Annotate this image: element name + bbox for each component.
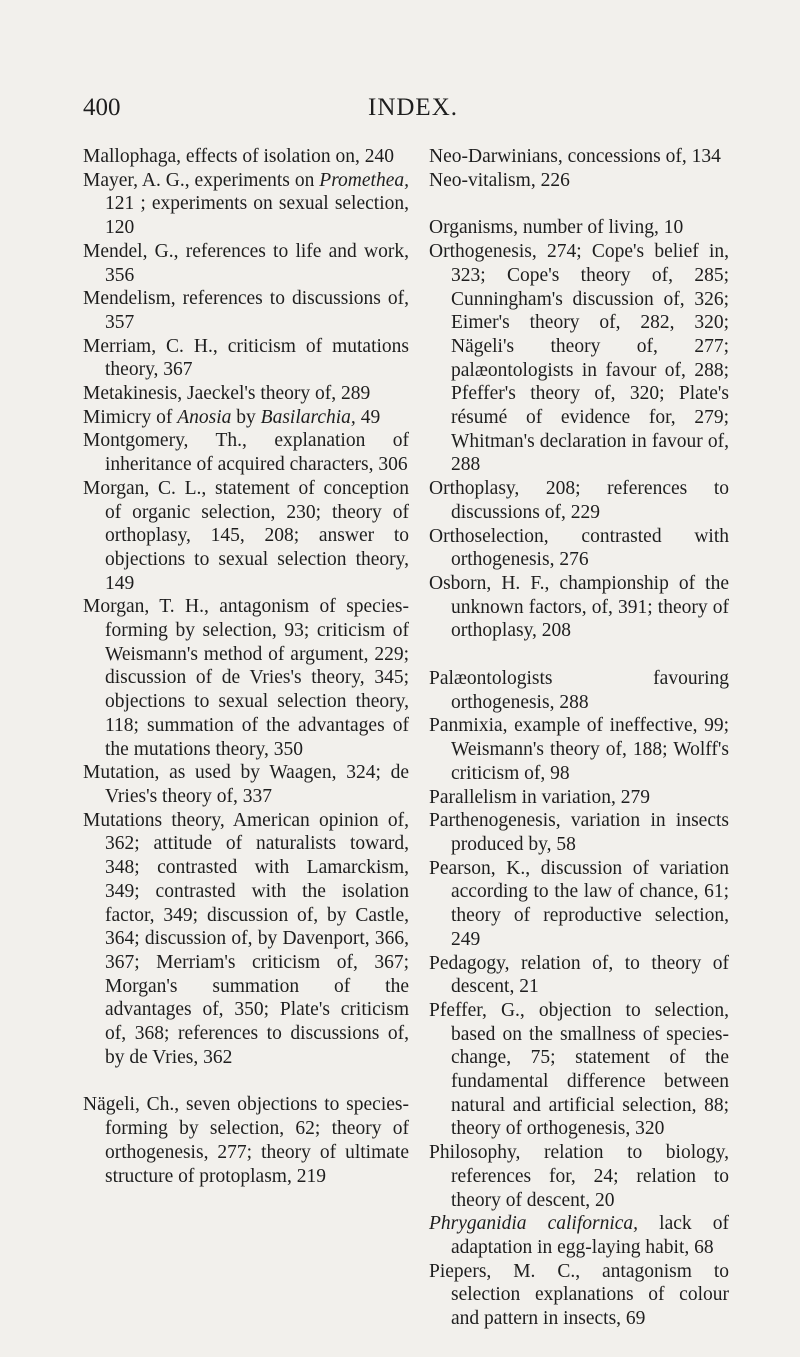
index-entry: Panmixia, example of ineffective, 99; Weismann's theory of, 188; Wolff's criticism of, 98 (429, 715, 729, 784)
index-entry: Organisms, number of living, 10 (429, 217, 684, 239)
index-entry: Neo-vitalism, 226 (429, 169, 570, 191)
index-entry: Pearson, K., discussion of variation according to the law of chance, 61; theory of reproductive selection, 249 (429, 857, 729, 950)
index-entry: Parthenogenesis, variation in insects produced by, 58 (429, 810, 729, 855)
index-entry: Parallelism in variation, 279 (429, 786, 650, 808)
index-entry: Morgan, C. L., statement of conception of organic selection, 230; theory of orthoplasy, 145, 208; answer to objections to sexual selection theory, 149 (83, 477, 409, 594)
index-entry: Pfeffer, G., objection to selection, based on the smallness of species-change, 75; statement of the fundamental difference between natural and artificial selection, 88; theory of orthogenesis, 320 (429, 999, 729, 1140)
index-entry: Osborn, H. F., championship of the unknown factors, of, 391; theory of orthoplasy, 208 (429, 572, 729, 642)
index-entry: Philosophy, relation to biology, references for, 24; relation to theory of descent, 20 (429, 1142, 729, 1211)
index-entry: Orthogenesis, 274; Cope's belief in, 323; Cope's theory of, 285; Cunningham's discussion of, 326; Eimer's theory of, 282, 320; Nägeli's theory of, 277; palæontologists in favour of, 288; Pfeffer's theory of, 320; Plate's résumé of evidence for, 279; Whitman's declaration in favour of, 288 (429, 241, 729, 476)
running-title: INDEX. (368, 94, 459, 121)
page-number: 400 (83, 94, 121, 121)
index-entry: Metakinesis, Jaeckel's theory of, 289 (83, 383, 371, 405)
index-entry: Piepers, M. C., antagonism to selection explanations of colour and pattern in insects, 69 (429, 1260, 729, 1330)
index-entry: Merriam, C. H., criticism of mutations theory, 367 (83, 335, 409, 381)
index-entry: Orthoselection, contrasted with orthogenesis, 276 (429, 525, 729, 571)
index-entry: Mayer, A. G., experiments on Promethea, 121 ; experiments on sexual selection, 120 (83, 169, 409, 239)
index-entry: Montgomery, Th., explanation of inheritance of acquired characters, 306 (83, 430, 409, 476)
index-entry: Nägeli, Ch., seven objections to species-forming by selection, 62; theory of orthogenesis, 277; theory of ultimate structure of protoplasm, 219 (83, 1094, 409, 1187)
right-column (429, 145, 729, 1331)
index-entry: Neo-Darwinians, concessions of, 134 (429, 146, 721, 167)
index-entry: Mutation, as used by Waagen, 324; de Vries's theory of, 337 (83, 762, 409, 807)
index-entry: Orthoplasy, 208; references to discussions of, 229 (429, 478, 729, 523)
page-header (83, 94, 723, 128)
index-entry: Phryganidia californica, lack of adaptation in egg-laying habit, 68 (429, 1213, 729, 1258)
index-entry: Mutations theory, American opinion of, 362; attitude of naturalists toward, 348; contrasted with Lamarckism, 349; contrasted with the isolation factor, 349; discussion of, by Castle, 364; discussion of, by Davenport, 366, 367; Merriam's criticism of, 367; Morgan's summation of the advantages of, 350; Plate's criticism of, 368; references to discussions of, by de Vries, 362 (83, 809, 409, 1068)
index-entry: Mendelism, references to discussions of, 357 (83, 288, 409, 333)
index-entry: Mendel, G., references to life and work, 356 (83, 240, 409, 286)
index-entry: Mallophaga, effects of isolation on, 240 (83, 146, 395, 167)
index-entry: Mimicry of Anosia by Basilarchia, 49 (83, 406, 381, 428)
index-entry: Pedagogy, relation of, to theory of descent, 21 (429, 952, 729, 998)
index-entry: Palæontologists favouring orthogenesis, 288 (429, 668, 729, 713)
index-entry: Morgan, T. H., antagonism of species-forming by selection, 93; criticism of Weismann's method of argument, 229; discussion of de Vries's theory, 345; objections to sexual selection theory, 118; summation of the advantages of the mutations theory, 350 (83, 596, 409, 760)
left-column (83, 145, 409, 1188)
